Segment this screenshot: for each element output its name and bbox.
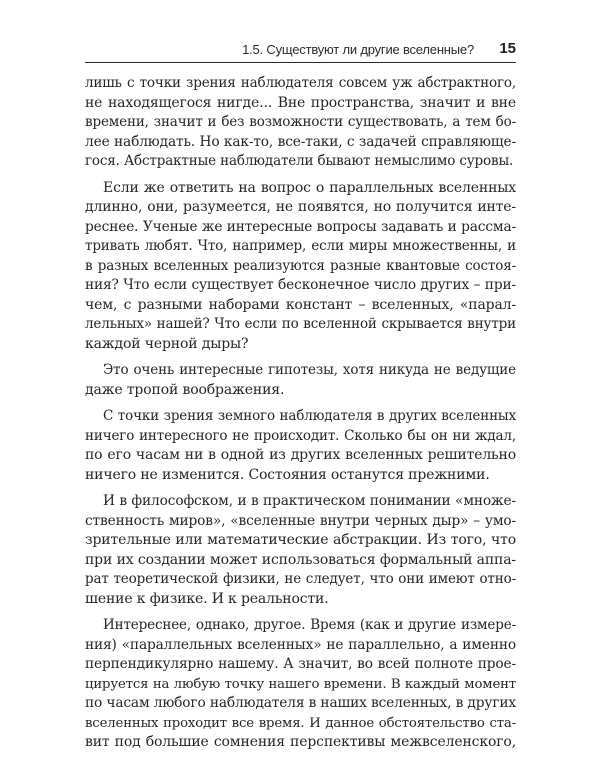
page-number: 15 [499,40,516,57]
paragraph [85,492,516,609]
text-line: ственность миров», «вселенные внутри черных дыр» – умо- [85,512,516,529]
text-line: гося. Абстрактные наблюдатели бывают немыслимо суровы. [85,153,514,169]
text-line: даже тропой воображения. [85,381,285,398]
paragraph [85,74,516,172]
text-line: реснее. Ученые же интересные вопросы задавать и рассма- [85,218,516,235]
page-header [85,40,516,63]
text-line: длинно, они, разумеется, не появятся, но получится инте- [85,199,516,215]
text-line: ничего интересного не происходит. Сколько бы он ни ждал, [85,427,516,444]
text-line: не находящегося нигде... Вне пространства, значит и вне [85,94,516,111]
text-line: ния? Что если существует бесконечное число других – при- [85,277,516,293]
text-line: Если же ответить на вопрос о параллельных вселенных [103,179,516,196]
text-line: цируется на любую точку нашего времени. В каждый момент [85,676,516,692]
paragraph [85,616,516,753]
text-line: Интереснее, однако, другое. Время (как и другие измере- [103,617,516,633]
text-line: лее наблюдать. Но как-то, все-таки, с задачей справляюще- [85,133,516,150]
running-title: 1.5. Существуют ли другие вселенные? [242,42,474,57]
text-line: С точки зрения земного наблюдателя в других вселенных [103,408,516,424]
paragraph [85,361,516,400]
text-line: ния) «параллельных вселенных» не параллельно, а именно [85,636,516,653]
text-line: лельных» нашей? Что если по вселенной скрывается внутри [85,316,516,332]
paragraph [85,407,516,485]
text-line: каждой черной дыры? [85,335,249,352]
text-line: Это очень интересные гипотезы, хотя никуда не ведущие [103,362,516,378]
text-line: при их создании может использоваться формальный аппа- [85,551,516,568]
text-line: вит под большие сомнения перспективы межвселенского, [85,734,516,750]
text-line: тривать любят. Что, например, если миры множественны, и [85,238,516,254]
text-line: в разных вселенных реализуются разные квантовые состоя- [85,257,516,274]
text-line: по его часам ни в одной из других вселенных решительно [85,447,516,463]
text-line: ничего не изменится. Состояния останутся прежними. [85,466,490,483]
paragraph [85,179,516,355]
text-line: рат теоретической физики, не следует, что они имеют отно- [85,571,516,587]
text-line: шение к физике. И к реальности. [85,590,329,607]
text-line: И в философском, и в практическом понимании «множе- [103,493,516,509]
text-line: перпендикулярно нашему. А значит, во всей полноте прое- [85,656,516,672]
text-line: чем, с разными наборами констант – вселенных, «парал- [85,296,516,313]
text-line: лишь с точки зрения наблюдателя совсем уж абстрактного, [85,75,516,91]
body-text [85,74,516,760]
text-line: по часам любого наблюдателя в наших вселенных, в других [85,695,516,711]
text-line: вселенных проходит все время. И данное обстоятельство ста- [85,715,516,731]
text-line: зрительные или математические абстракции. Из того, что [85,532,516,548]
text-line: времени, значит и без возможности существовать, а тем бо- [85,114,516,130]
